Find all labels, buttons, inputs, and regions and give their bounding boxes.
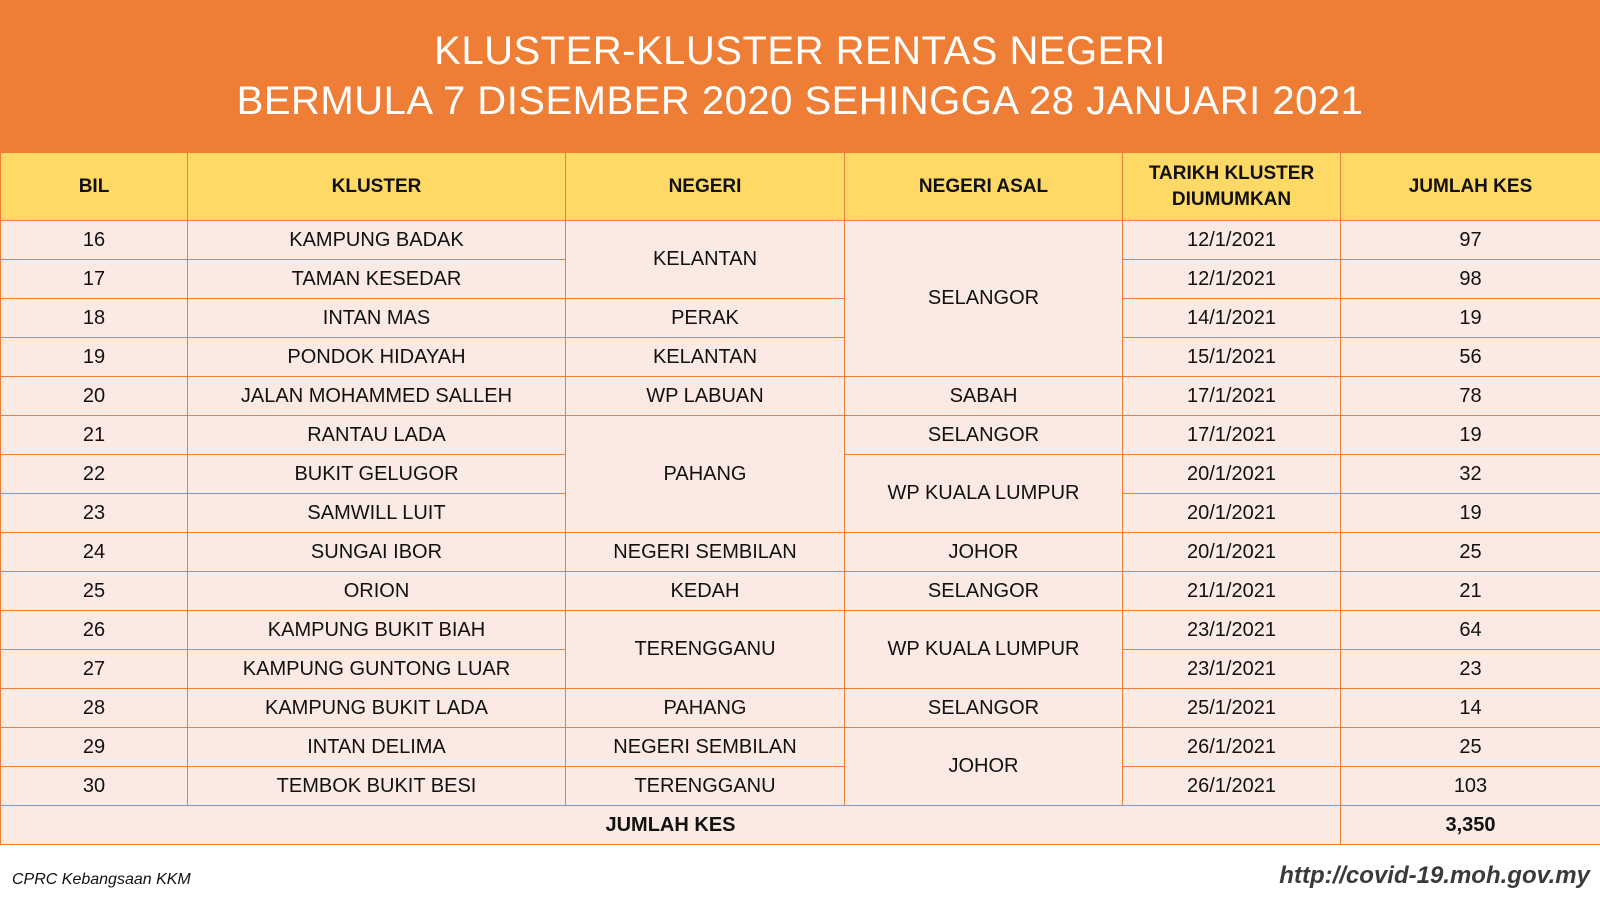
cell-negeri-asal: JOHOR — [845, 728, 1123, 806]
table-row — [1, 767, 1600, 806]
cell-tarikh: 17/1/2021 — [1123, 377, 1341, 416]
cell-jumlah: 25 — [1341, 728, 1600, 767]
cell-kluster: JALAN MOHAMMED SALLEH — [188, 377, 566, 416]
table-row — [1, 299, 1600, 338]
cell-kluster: KAMPUNG BADAK — [188, 221, 566, 260]
cell-negeri: WP LABUAN — [566, 377, 845, 416]
cell-kluster: KAMPUNG BUKIT LADA — [188, 689, 566, 728]
table-row — [1, 221, 1600, 260]
cell-tarikh: 23/1/2021 — [1123, 611, 1341, 650]
cell-kluster: TAMAN KESEDAR — [188, 260, 566, 299]
cell-negeri-asal: SELANGOR — [845, 572, 1123, 611]
cell-tarikh: 12/1/2021 — [1123, 221, 1341, 260]
cell-jumlah: 19 — [1341, 494, 1600, 533]
cell-negeri-asal: JOHOR — [845, 533, 1123, 572]
title-line-2: BERMULA 7 DISEMBER 2020 SEHINGGA 28 JANUARI 2021 — [236, 79, 1364, 123]
title-line-1: KLUSTER-KLUSTER RENTAS NEGERI — [434, 29, 1166, 73]
cell-kluster: BUKIT GELUGOR — [188, 455, 566, 494]
cell-negeri: KEDAH — [566, 572, 845, 611]
table-row — [1, 338, 1600, 377]
table-row — [1, 689, 1600, 728]
cell-negeri-asal: SELANGOR — [845, 416, 1123, 455]
cell-bil: 25 — [1, 572, 188, 611]
cell-jumlah: 19 — [1341, 299, 1600, 338]
header-bil: BIL — [1, 153, 188, 221]
cell-bil: 21 — [1, 416, 188, 455]
cell-kluster: RANTAU LADA — [188, 416, 566, 455]
title-banner — [0, 0, 1600, 152]
cell-negeri: KELANTAN — [566, 338, 845, 377]
cell-bil: 19 — [1, 338, 188, 377]
cell-negeri: PAHANG — [566, 416, 845, 533]
cell-tarikh: 23/1/2021 — [1123, 650, 1341, 689]
total-label: JUMLAH KES — [1, 806, 1341, 845]
cell-bil: 16 — [1, 221, 188, 260]
header-negeri-asal: NEGERI ASAL — [845, 153, 1123, 221]
cell-kluster: INTAN DELIMA — [188, 728, 566, 767]
cell-bil: 29 — [1, 728, 188, 767]
cell-jumlah: 21 — [1341, 572, 1600, 611]
source-url: http://covid-19.moh.gov.my — [1279, 862, 1590, 889]
table-header-row — [1, 153, 1600, 221]
header-tarikh — [1123, 153, 1341, 221]
cell-jumlah: 97 — [1341, 221, 1600, 260]
cell-tarikh: 20/1/2021 — [1123, 494, 1341, 533]
header-tarikh-line-2: DIUMUMKAN — [1171, 188, 1292, 210]
header-kluster: KLUSTER — [188, 153, 566, 221]
cell-bil: 22 — [1, 455, 188, 494]
table-row — [1, 728, 1600, 767]
source-credit: CPRC Kebangsaan KKM — [12, 871, 191, 888]
cell-jumlah: 32 — [1341, 455, 1600, 494]
cell-tarikh: 15/1/2021 — [1123, 338, 1341, 377]
cell-negeri: NEGERI SEMBILAN — [566, 728, 845, 767]
total-row — [1, 806, 1600, 845]
cell-kluster: INTAN MAS — [188, 299, 566, 338]
table-row — [1, 416, 1600, 455]
cell-tarikh: 25/1/2021 — [1123, 689, 1341, 728]
cell-negeri-asal: SELANGOR — [845, 689, 1123, 728]
cell-jumlah: 103 — [1341, 767, 1600, 806]
cell-kluster: SUNGAI IBOR — [188, 533, 566, 572]
cluster-table — [0, 152, 1600, 845]
cell-bil: 20 — [1, 377, 188, 416]
cell-tarikh: 21/1/2021 — [1123, 572, 1341, 611]
cell-bil: 27 — [1, 650, 188, 689]
cell-kluster: KAMPUNG BUKIT BIAH — [188, 611, 566, 650]
cell-jumlah: 23 — [1341, 650, 1600, 689]
cell-kluster: ORION — [188, 572, 566, 611]
cell-bil: 17 — [1, 260, 188, 299]
cell-jumlah: 78 — [1341, 377, 1600, 416]
cell-negeri: NEGERI SEMBILAN — [566, 533, 845, 572]
cell-negeri: PERAK — [566, 299, 845, 338]
cell-negeri: PAHANG — [566, 689, 845, 728]
cell-tarikh: 20/1/2021 — [1123, 533, 1341, 572]
cell-jumlah: 14 — [1341, 689, 1600, 728]
cell-bil: 30 — [1, 767, 188, 806]
cell-bil: 24 — [1, 533, 188, 572]
header-tarikh-line-1: TARIKH KLUSTER — [1148, 162, 1315, 184]
cell-jumlah: 64 — [1341, 611, 1600, 650]
header-jumlah: JUMLAH KES — [1341, 153, 1600, 221]
total-value: 3,350 — [1341, 806, 1600, 845]
cell-jumlah: 56 — [1341, 338, 1600, 377]
cell-negeri-asal: SELANGOR — [845, 221, 1123, 377]
cell-negeri-asal: WP KUALA LUMPUR — [845, 611, 1123, 689]
cell-tarikh: 12/1/2021 — [1123, 260, 1341, 299]
cell-tarikh: 17/1/2021 — [1123, 416, 1341, 455]
table-row — [1, 611, 1600, 650]
cell-jumlah: 98 — [1341, 260, 1600, 299]
cell-tarikh: 26/1/2021 — [1123, 728, 1341, 767]
cell-jumlah: 19 — [1341, 416, 1600, 455]
cell-bil: 18 — [1, 299, 188, 338]
cell-kluster: PONDOK HIDAYAH — [188, 338, 566, 377]
table-row — [1, 377, 1600, 416]
cell-tarikh: 20/1/2021 — [1123, 455, 1341, 494]
cell-negeri-asal: WP KUALA LUMPUR — [845, 455, 1123, 533]
header-negeri: NEGERI — [566, 153, 845, 221]
cell-tarikh: 26/1/2021 — [1123, 767, 1341, 806]
cell-negeri: KELANTAN — [566, 221, 845, 299]
cell-tarikh: 14/1/2021 — [1123, 299, 1341, 338]
cell-bil: 26 — [1, 611, 188, 650]
cell-kluster: SAMWILL LUIT — [188, 494, 566, 533]
cell-bil: 23 — [1, 494, 188, 533]
cell-jumlah: 25 — [1341, 533, 1600, 572]
cell-kluster: TEMBOK BUKIT BESI — [188, 767, 566, 806]
cell-negeri: TERENGGANU — [566, 611, 845, 689]
table-row — [1, 533, 1600, 572]
cell-kluster: KAMPUNG GUNTONG LUAR — [188, 650, 566, 689]
cell-negeri: TERENGGANU — [566, 767, 845, 806]
cell-negeri-asal: SABAH — [845, 377, 1123, 416]
table-row — [1, 572, 1600, 611]
cell-bil: 28 — [1, 689, 188, 728]
